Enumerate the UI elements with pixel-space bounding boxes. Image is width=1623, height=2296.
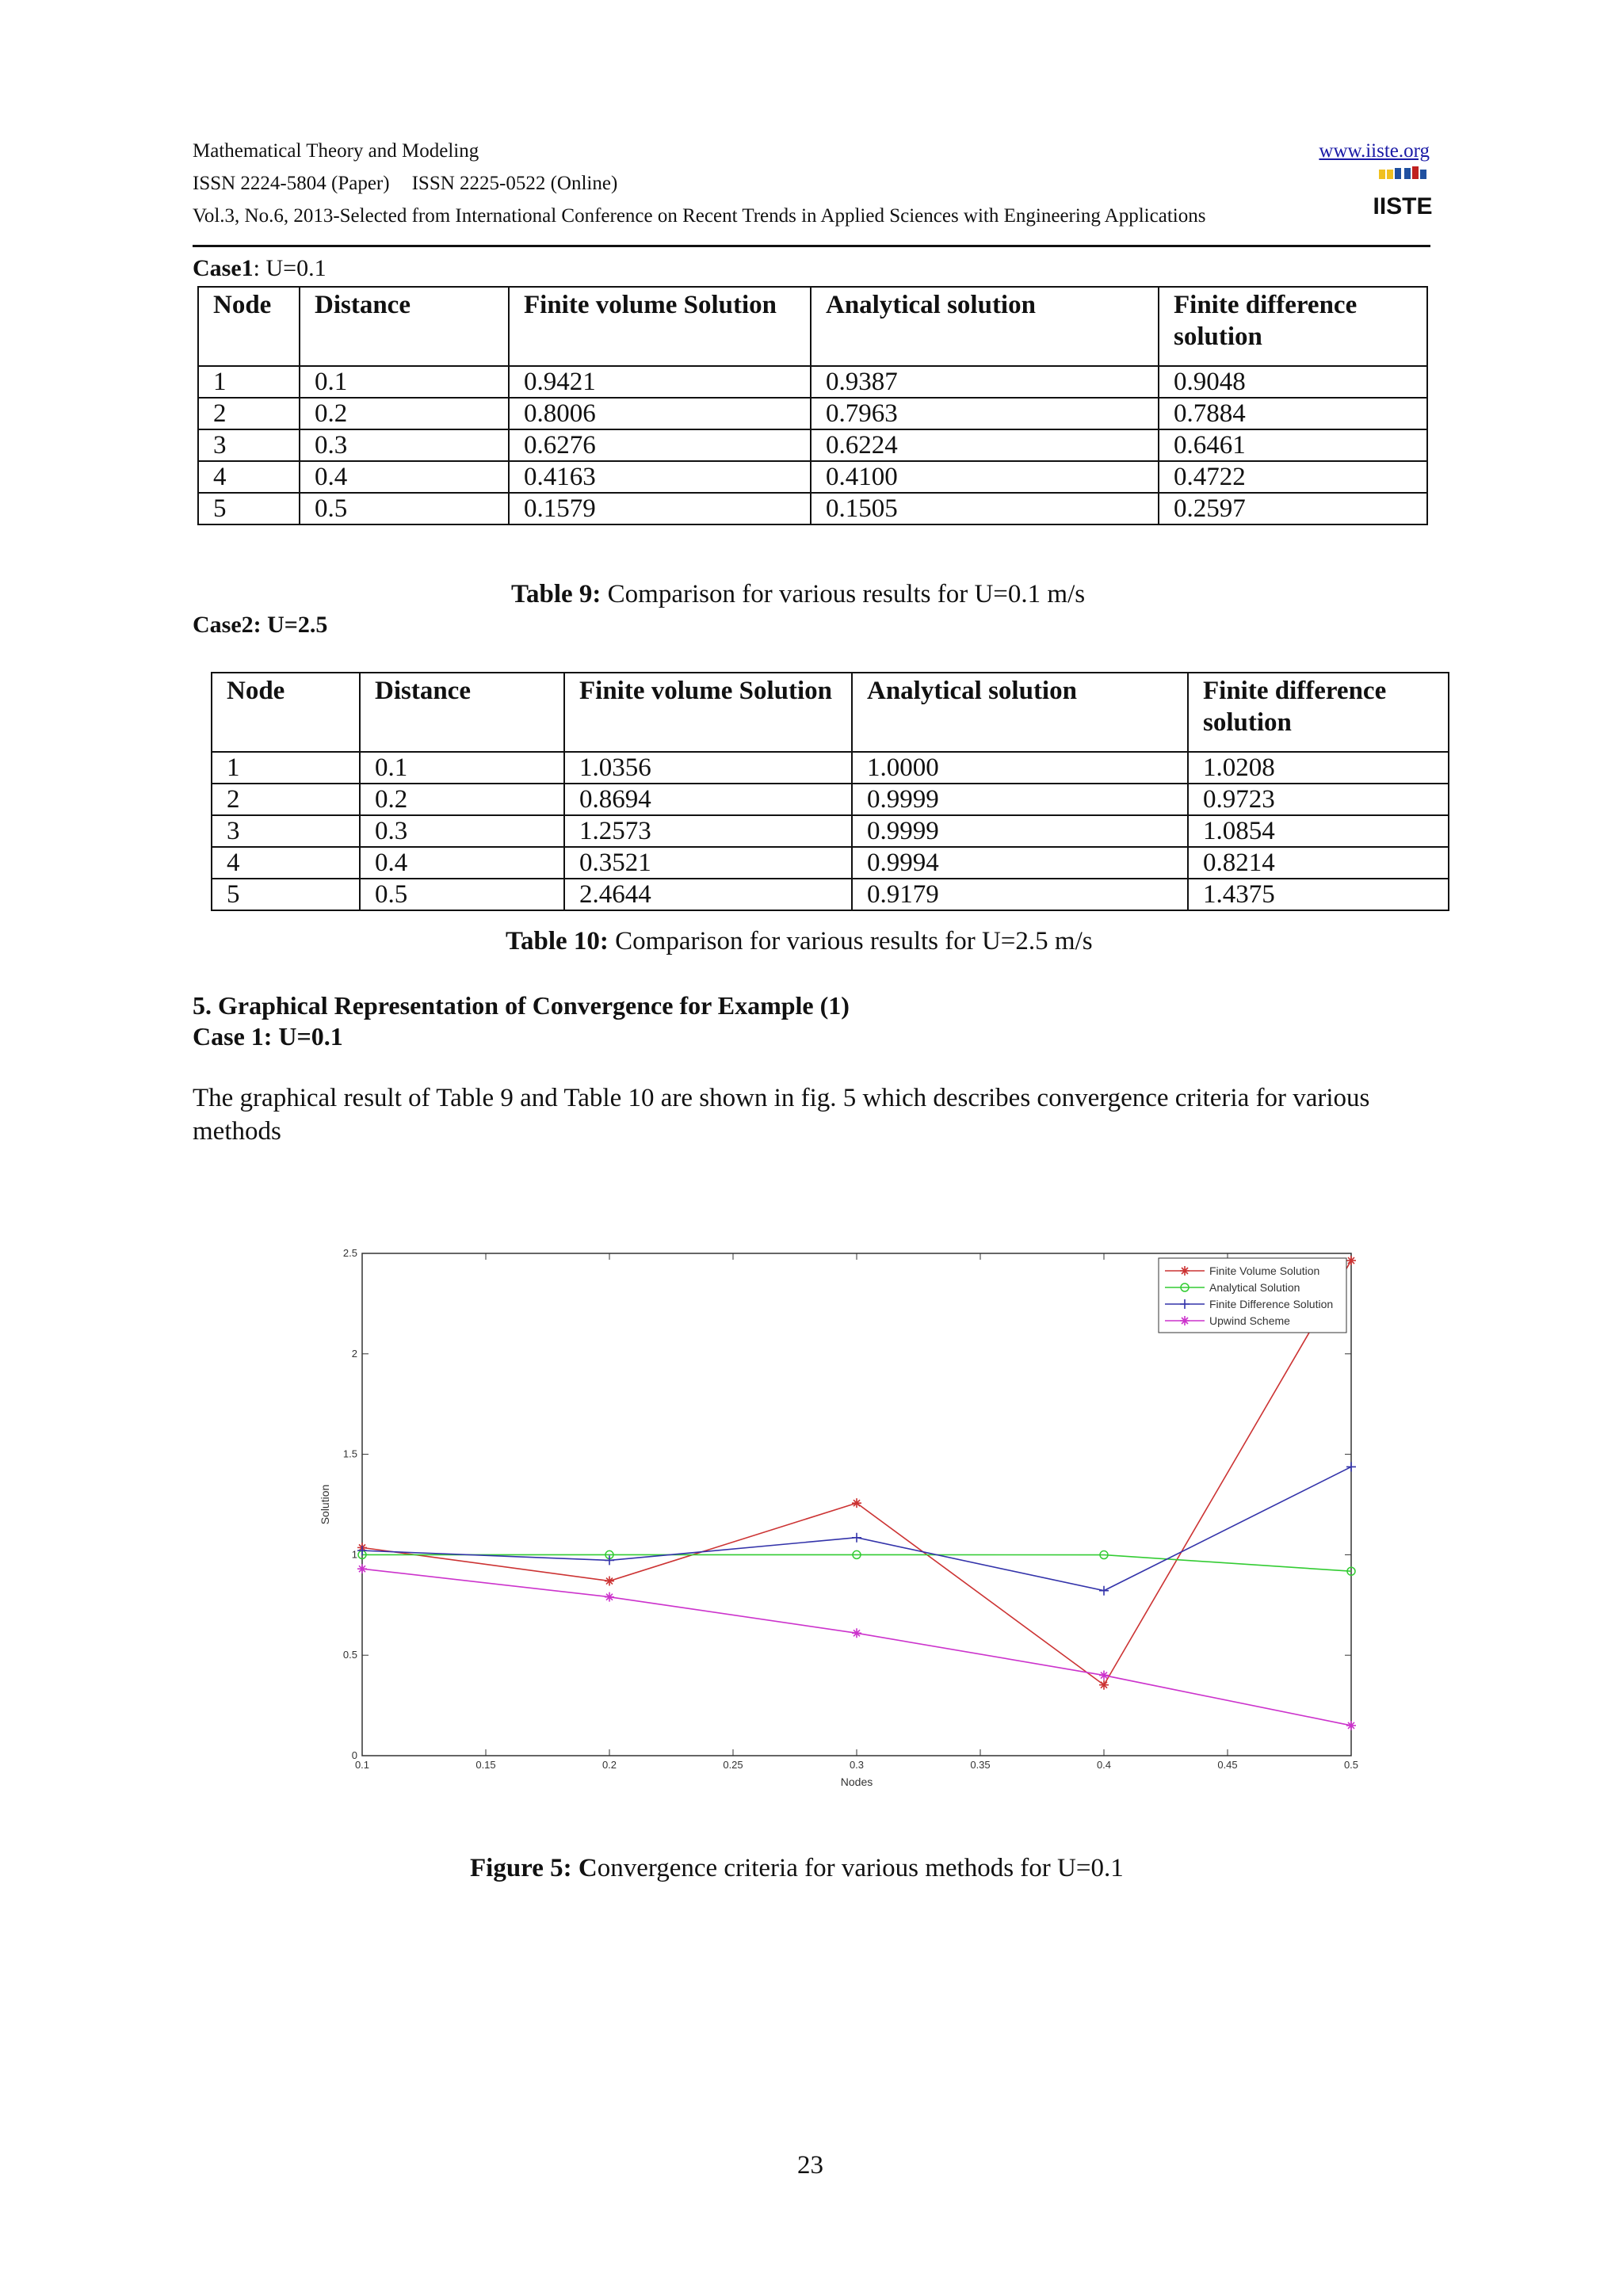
table-cell: 5 <box>198 493 300 524</box>
x-tick-label: 0.1 <box>354 1759 370 1771</box>
volume-line: Vol.3, No.6, 2013-Selected from International Conference on Recent Trends in Applied Sciences with Engineering Applications <box>193 205 1206 227</box>
table-cell: 0.4722 <box>1159 461 1427 493</box>
table-cell: 2.4644 <box>564 879 852 910</box>
table-cell: 0.8006 <box>509 398 811 429</box>
y-tick-label: 1.5 <box>342 1447 357 1460</box>
table-cell: 3 <box>198 429 300 461</box>
x-tick-label: 0.25 <box>723 1759 743 1771</box>
table-cell: 0.9387 <box>811 366 1159 398</box>
table-row <box>212 879 1449 910</box>
table-header-row <box>212 673 1449 752</box>
case1-label: Case1: U=0.1 <box>193 255 327 281</box>
table-row <box>198 398 1427 429</box>
y-tick-label: 0 <box>351 1749 357 1761</box>
table-cell: 0.6276 <box>509 429 811 461</box>
table-cell: 0.1579 <box>509 493 811 524</box>
table-cell: 0.2597 <box>1159 493 1427 524</box>
section-paragraph: The graphical result of Table 9 and Table 10 are shown in fig. 5 which describes convergence criteria for various methods <box>193 1084 1370 1146</box>
table-row <box>212 815 1449 847</box>
table-cell: 1.2573 <box>564 815 852 847</box>
table-cell: 5 <box>212 879 360 910</box>
issn-online: ISSN 2225-0522 (Online) <box>411 173 618 194</box>
y-axis-label: Solution <box>319 1484 331 1525</box>
table-cell: 1 <box>198 366 300 398</box>
legend-label: Analytical Solution <box>1209 1281 1300 1294</box>
table-cell: 1.0000 <box>852 752 1188 784</box>
table-cell: 1 <box>212 752 360 784</box>
table-cell: 0.7884 <box>1159 398 1427 429</box>
table-cell: 0.2 <box>300 398 509 429</box>
table-cell: 2 <box>198 398 300 429</box>
table-cell: 0.8694 <box>564 784 852 815</box>
table-10-caption: Table 10: Comparison for various results for U=2.5 m/s <box>506 927 1093 955</box>
journal-title: Mathematical Theory and Modeling <box>193 140 479 162</box>
table-cell: 0.5 <box>360 879 564 910</box>
table-cell: 0.3521 <box>564 847 852 879</box>
table-cell: 0.9048 <box>1159 366 1427 398</box>
table-cell: 0.1505 <box>811 493 1159 524</box>
table-row <box>198 493 1427 524</box>
figure-5-caption: Figure 5: Convergence criteria for various methods for U=0.1 <box>470 1854 1124 1882</box>
iiste-logo <box>1373 166 1433 227</box>
y-tick-label: 1 <box>351 1548 357 1561</box>
x-tick-label: 0.2 <box>601 1759 617 1771</box>
table-cell: 0.3 <box>300 429 509 461</box>
page-number: 23 <box>797 2151 823 2180</box>
table-cell: 0.8214 <box>1188 847 1449 879</box>
table-row <box>212 784 1449 815</box>
table-cell: 0.9421 <box>509 366 811 398</box>
table-cell: 3 <box>212 815 360 847</box>
y-tick-label: 0.5 <box>342 1649 357 1661</box>
table-9 <box>197 286 1428 525</box>
x-axis-label: Nodes <box>840 1775 873 1788</box>
section-heading: 5. Graphical Representation of Convergence for Example (1) <box>193 991 850 1020</box>
legend-label: Finite Volume Solution <box>1209 1264 1320 1277</box>
table-cell: 0.4 <box>300 461 509 493</box>
table-cell: 1.0208 <box>1188 752 1449 784</box>
table-cell: 1.0854 <box>1188 815 1449 847</box>
table-10 <box>211 672 1449 911</box>
table-cell: 0.7963 <box>811 398 1159 429</box>
table-cell: 2 <box>212 784 360 815</box>
table-cell: 0.4 <box>360 847 564 879</box>
col-header: Distance <box>300 287 509 366</box>
col-header: Analytical solution <box>811 287 1159 366</box>
header-rule <box>193 245 1430 247</box>
col-header: Finite difference solution <box>1159 287 1427 366</box>
table-cell: 0.2 <box>360 784 564 815</box>
table-cell: 1.4375 <box>1188 879 1449 910</box>
section-subheading: Case 1: U=0.1 <box>193 1022 343 1051</box>
table-row <box>198 366 1427 398</box>
table-cell: 0.9999 <box>852 815 1188 847</box>
y-tick-label: 2.5 <box>342 1247 357 1259</box>
table-cell: 0.9999 <box>852 784 1188 815</box>
table-row <box>198 461 1427 493</box>
table-cell: 4 <box>212 847 360 879</box>
table-cell: 0.4100 <box>811 461 1159 493</box>
figure-5-chart <box>313 1236 1375 1798</box>
y-tick-label: 2 <box>351 1347 357 1360</box>
table-cell: 4 <box>198 461 300 493</box>
table-row <box>212 752 1449 784</box>
table-header-row <box>198 287 1427 366</box>
table-cell: 1.0356 <box>564 752 852 784</box>
x-tick-label: 0.15 <box>475 1759 496 1771</box>
col-header: Node <box>198 287 300 366</box>
website-link[interactable]: www.iiste.org <box>1319 140 1430 162</box>
case2-label: Case2: U=2.5 <box>193 612 328 638</box>
table-row <box>212 847 1449 879</box>
col-header: Distance <box>360 673 564 752</box>
issn-line <box>193 174 617 193</box>
legend <box>1159 1258 1346 1333</box>
col-header: Finite volume Solution <box>564 673 852 752</box>
x-tick-label: 0.3 <box>849 1759 865 1771</box>
x-tick-label: 0.45 <box>1217 1759 1238 1771</box>
x-tick-label: 0.35 <box>970 1759 991 1771</box>
table-9-caption: Table 9: Comparison for various results for U=0.1 m/s <box>511 580 1086 608</box>
table-cell: 0.1 <box>360 752 564 784</box>
x-tick-label: 0.5 <box>1343 1759 1359 1771</box>
issn-paper: ISSN 2224-5804 (Paper) <box>193 173 390 194</box>
table-cell: 0.9994 <box>852 847 1188 879</box>
table-cell: 0.1 <box>300 366 509 398</box>
logo-text: IISTE <box>1373 193 1433 219</box>
table-cell: 0.6224 <box>811 429 1159 461</box>
col-header: Analytical solution <box>852 673 1188 752</box>
table-cell: 0.5 <box>300 493 509 524</box>
table-cell: 0.9179 <box>852 879 1188 910</box>
table-cell: 0.3 <box>360 815 564 847</box>
table-cell: 0.4163 <box>509 461 811 493</box>
col-header: Finite volume Solution <box>509 287 811 366</box>
col-header: Node <box>212 673 360 752</box>
table-cell: 0.6461 <box>1159 429 1427 461</box>
x-tick-label: 0.4 <box>1096 1759 1112 1771</box>
table-cell: 0.9723 <box>1188 784 1449 815</box>
col-header: Finite difference solution <box>1188 673 1449 752</box>
legend-label: Upwind Scheme <box>1209 1314 1290 1327</box>
table-row <box>198 429 1427 461</box>
legend-label: Finite Difference Solution <box>1209 1298 1334 1310</box>
